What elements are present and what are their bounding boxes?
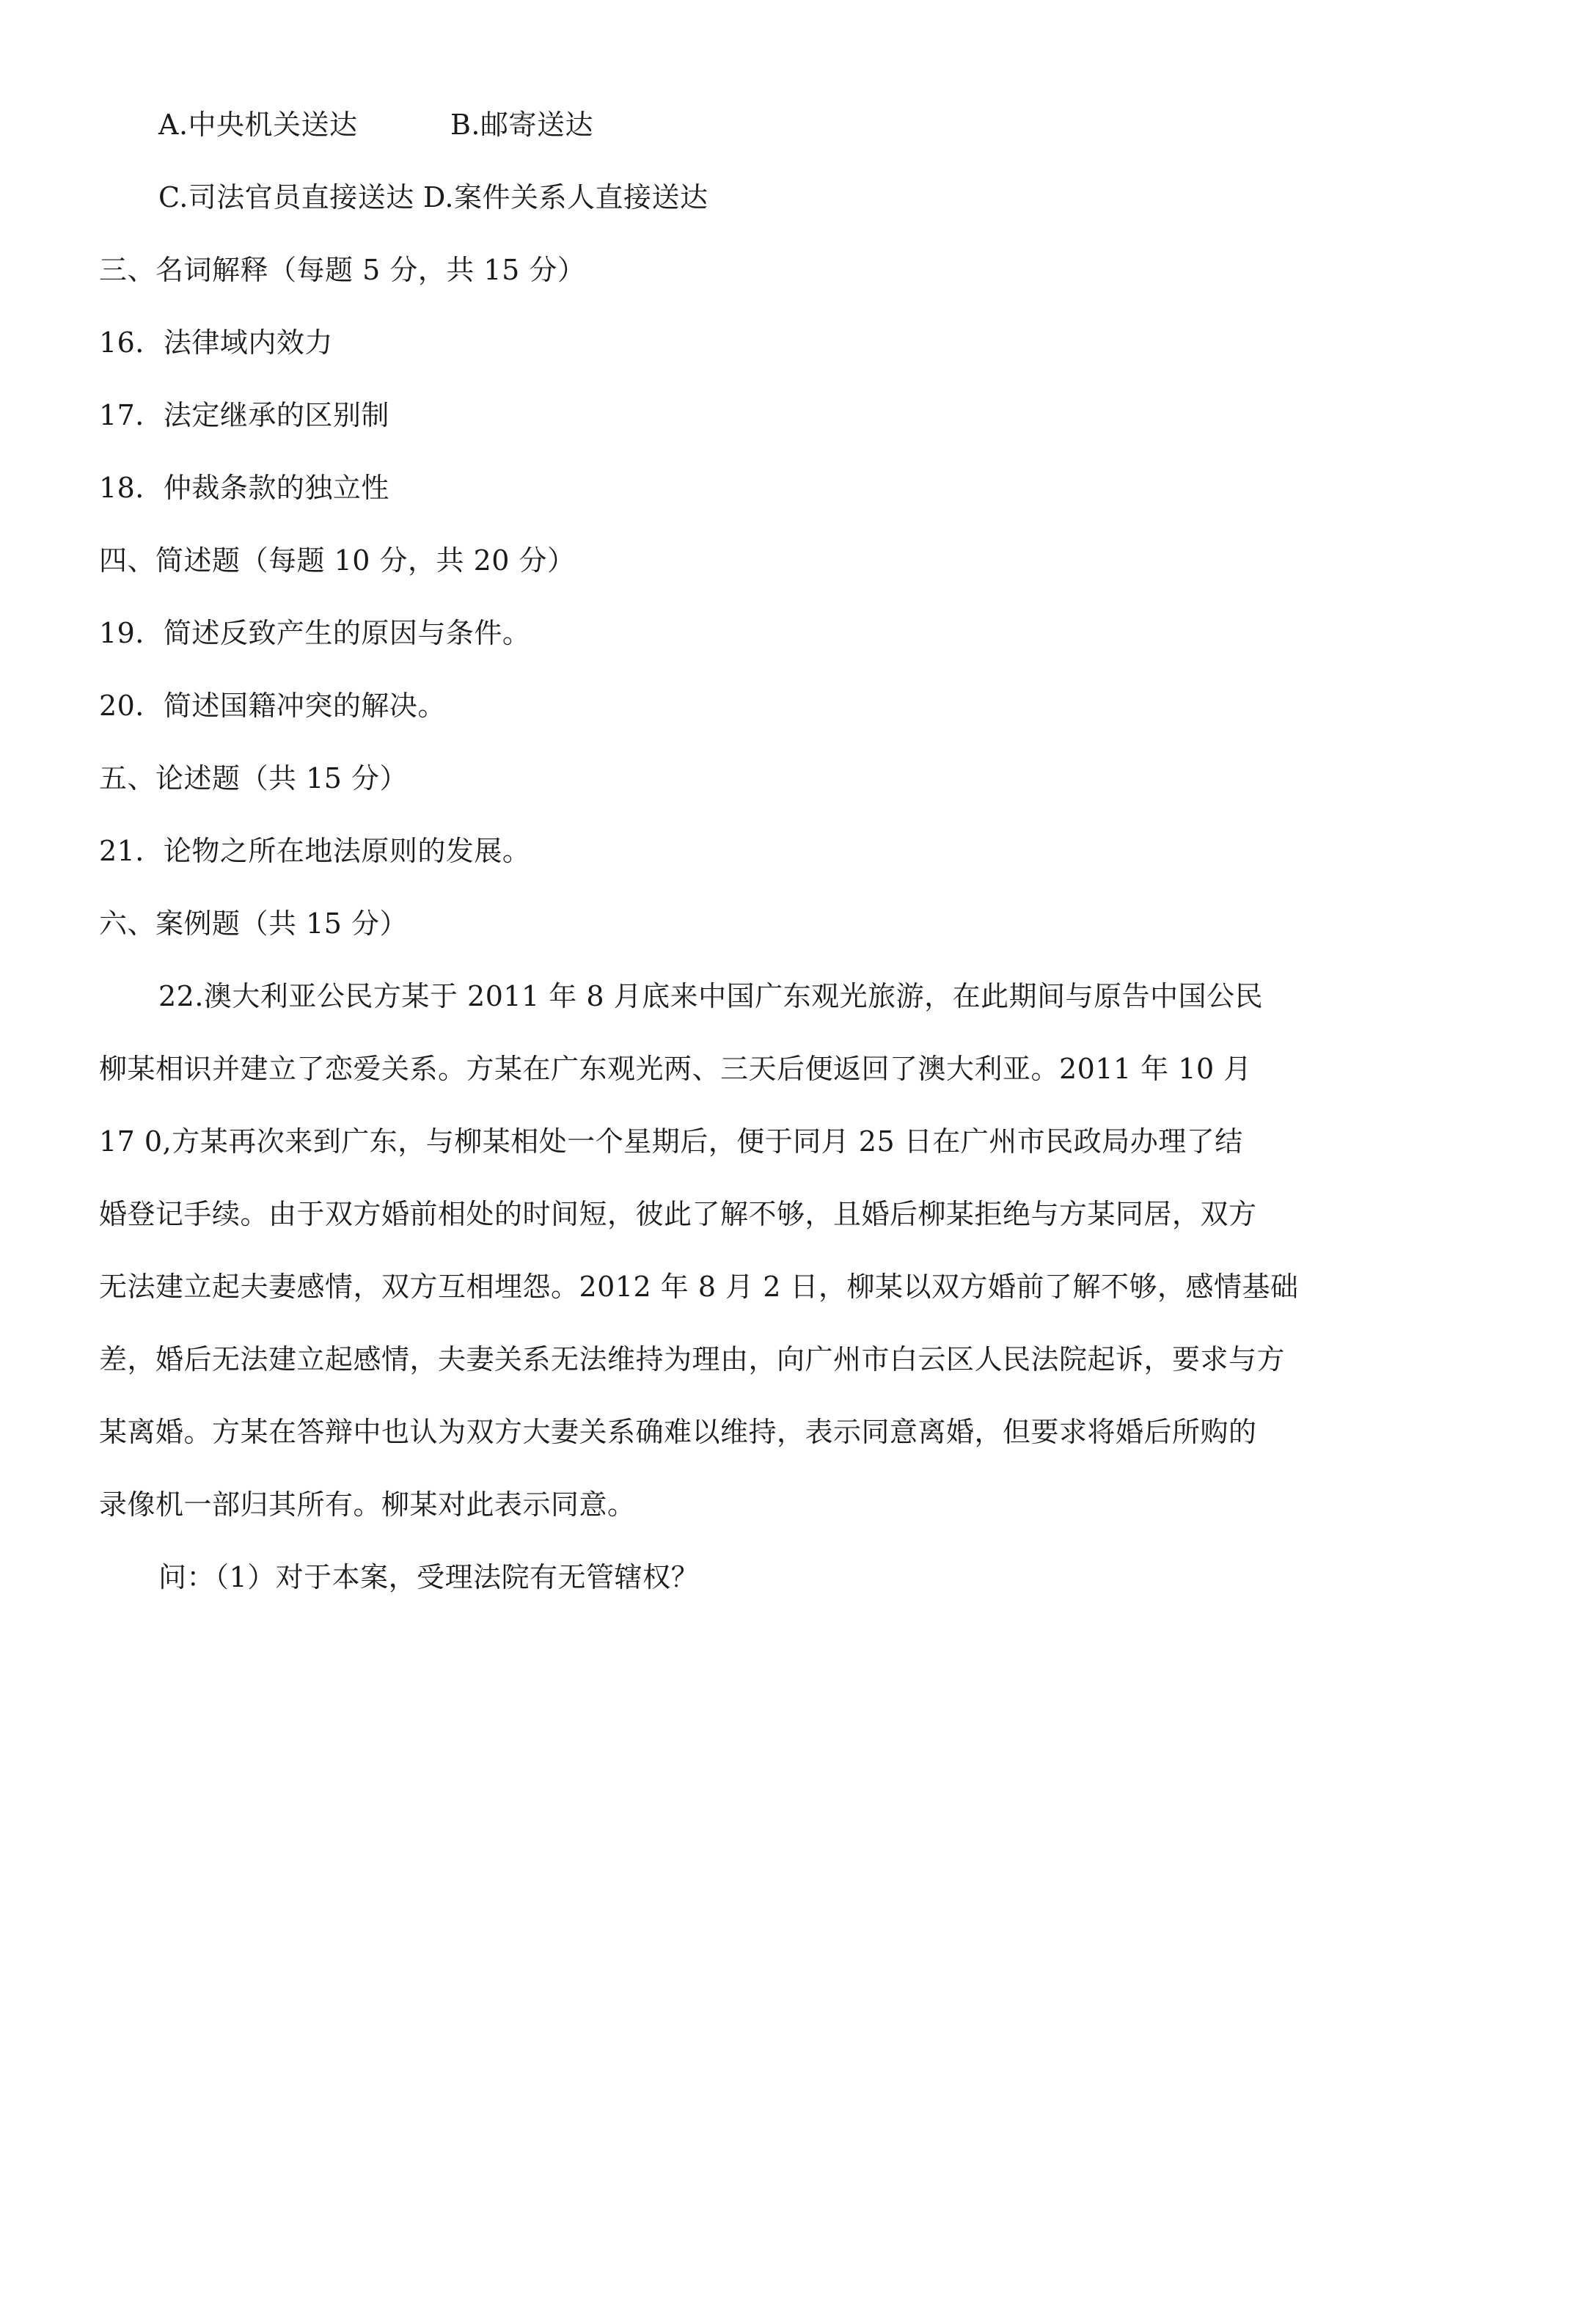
case-paragraph-line-5: 无法建立起夫妻感情，双方互相埋怨。2012 年 8 月 2 日，柳某以双方婚前了解不够，感情基础	[99, 1271, 1299, 1303]
case-question-1: 问：（1）对于本案，受理法院有无管辖权？	[158, 1561, 700, 1593]
option-c: C.司法官员直接送达	[158, 181, 414, 213]
section-heading-6: 六、案例题（共 15 分）	[99, 907, 409, 940]
options-row-ab	[158, 106, 358, 144]
question-19: 19．简述反致产生的原因与条件。	[99, 617, 531, 649]
case-paragraph-line-7: 某离婚。方某在答辩中也认为双方大妻关系确难以维持，表示同意离婚，但要求将婚后所购的	[99, 1416, 1257, 1448]
section-heading-3: 三、名词解释（每题 5 分，共 15 分）	[99, 254, 586, 286]
case-paragraph-line-6: 差，婚后无法建立起感情，夫妻关系无法维持为理由，向广州市白云区人民法院起诉，要求与方	[99, 1343, 1286, 1375]
option-a: A.中央机关送达	[158, 109, 358, 141]
question-20: 20．简述国籍冲突的解决。	[99, 690, 446, 722]
section-heading-4: 四、简述题（每题 10 分，共 20 分）	[99, 544, 576, 577]
question-21: 21．论物之所在地法原则的发展。	[99, 835, 531, 867]
question-18: 18．仲裁条款的独立性	[99, 472, 389, 504]
option-b: B.邮寄送达	[450, 109, 594, 141]
question-17: 17．法定继承的区别制	[99, 399, 389, 431]
case-paragraph-line-3: 17 0,方某再次来到广东，与柳某相处一个星期后，便于同月 25 日在广州市民政局办理了结	[99, 1125, 1243, 1158]
case-paragraph-line-4: 婚登记手续。由于双方婚前相处的时间短，彼此了解不够，且婚后柳某拒绝与方某同居，双方	[99, 1198, 1257, 1230]
case-paragraph-line-2: 柳某相识并建立了恋爱关系。方某在广东观光两、三天后便返回了澳大利亚。2011 年 10 月	[99, 1053, 1252, 1085]
option-d: D.案件关系人直接送达	[422, 181, 708, 213]
case-paragraph-line-1: 22.澳大利亚公民方某于 2011 年 8 月底来中国广东观光旅游，在此期间与原告中国公民	[158, 980, 1264, 1012]
case-paragraph-line-8: 录像机一部归其所有。柳某对此表示同意。	[99, 1488, 636, 1521]
options-row-cd	[158, 178, 708, 216]
question-16: 16．法律域内效力	[99, 326, 333, 359]
section-heading-5: 五、论述题（共 15 分）	[99, 762, 409, 794]
